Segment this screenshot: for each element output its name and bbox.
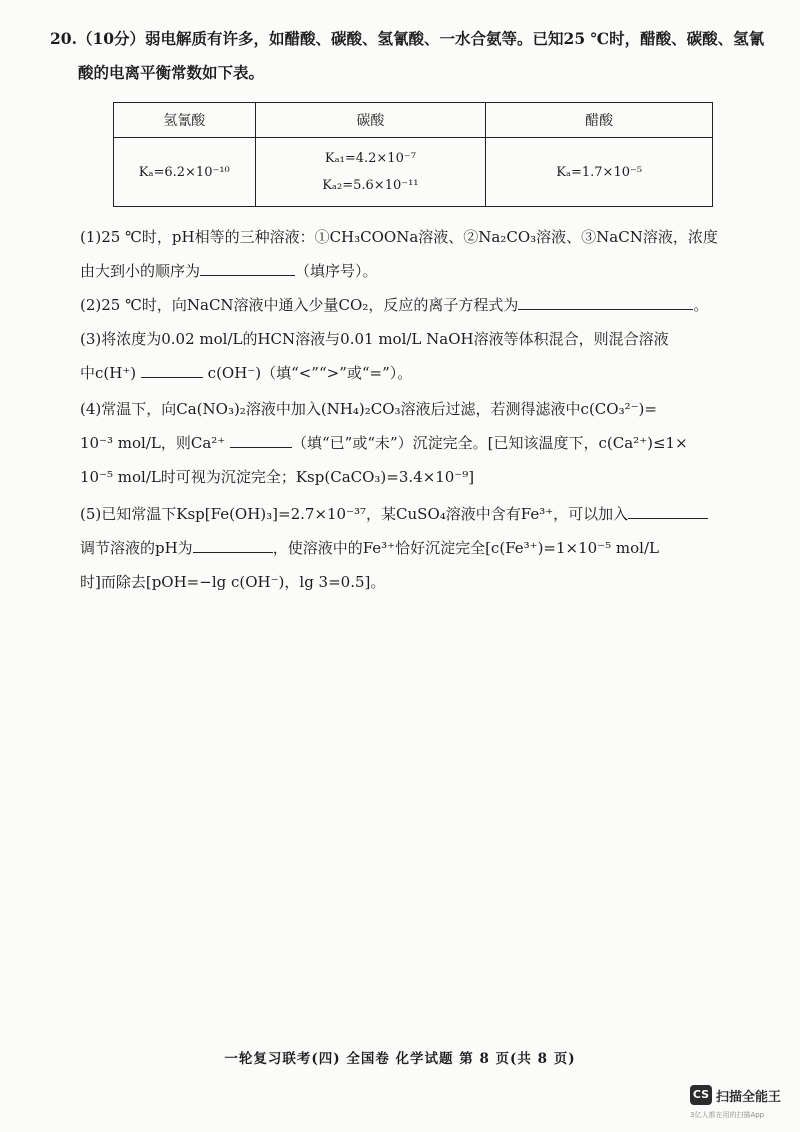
answer-blank-1[interactable] <box>200 257 295 276</box>
page-footer: 一轮复习联考(四) 全国卷 化学试题 第 8 页(共 8 页) <box>224 1051 576 1067</box>
answer-blank-2[interactable] <box>518 291 693 310</box>
question-header-line2: 酸的电离平衡常数如下表。 <box>78 63 265 82</box>
subquestion-4 <box>80 392 760 494</box>
h2co3-ka1: Kₐ₁=4.2×10⁻⁷ <box>324 151 416 166</box>
q5-line2: 调节溶液的pH为 ，使溶液中的Fe³⁺恰好沉淀完全[c(Fe³⁺)=1×10⁻⁵ mol/L <box>80 531 760 565</box>
answer-blank-4[interactable] <box>230 429 292 448</box>
header-hcn: 氢氰酸 <box>114 103 256 138</box>
table-value-row <box>114 138 713 207</box>
watermark-brand: 扫描全能王 <box>716 1090 782 1105</box>
q4-line3: 10⁻⁵ mol/L时可视为沉淀完全；Ksp(CaCO₃)=3.4×10⁻⁹] <box>80 468 475 486</box>
ch3cooh-ka: Kₐ=1.7×10⁻⁵ <box>486 138 713 207</box>
camscanner-logo-icon: CS <box>690 1085 712 1105</box>
scanner-watermark <box>690 1085 800 1125</box>
h2co3-ka-cell <box>255 138 486 207</box>
watermark-tagline: 3亿人都在用的扫描App <box>690 1111 765 1119</box>
answer-blank-5b[interactable] <box>193 534 273 553</box>
q5-line1: (5)已知常温下Ksp[Fe(OH)₃]=2.7×10⁻³⁷，某CuSO₄溶液中含有Fe³⁺，可以加入 <box>80 497 760 531</box>
hcn-ka: Kₐ=6.2×10⁻¹⁰ <box>114 138 256 207</box>
ionization-constant-table <box>113 102 713 207</box>
question-header <box>50 22 765 90</box>
q3-line2: 中c(H⁺) c(OH⁻)（填“<”“>”或“=”）。 <box>80 356 760 390</box>
h2co3-ka2: Kₐ₂=5.6×10⁻¹¹ <box>322 178 419 193</box>
subquestion-5 <box>80 497 760 599</box>
subquestion-2 <box>80 288 760 322</box>
answer-blank-3[interactable] <box>141 359 203 378</box>
subquestion-3 <box>80 322 760 390</box>
q3-line1: (3)将浓度为0.02 mol/L的HCN溶液与0.01 mol/L NaOH溶液等体积混合，则混合溶液 <box>80 330 669 348</box>
question-header-line1: 20.（10分）弱电解质有许多，如醋酸、碳酸、氢氰酸、一水合氨等。已知25 ℃时，醋酸、碳酸、氢氰 <box>50 29 765 48</box>
q1-line2: 由大到小的顺序为 （填序号）。 <box>80 254 760 288</box>
header-h2co3: 碳酸 <box>255 103 486 138</box>
q4-line1: (4)常温下，向Ca(NO₃)₂溶液中加入(NH₄)₂CO₃溶液后过滤，若测得滤液中c(CO₃²⁻)= <box>80 400 657 418</box>
header-ch3cooh: 醋酸 <box>486 103 713 138</box>
q5-line3: 时]而除去[pOH=−lg c(OH⁻)，lg 3=0.5]。 <box>80 573 386 591</box>
q4-line2: 10⁻³ mol/L，则Ca²⁺ （填“已”或“未”）沉淀完全。[已知该温度下，c(Ca²⁺)≤1× <box>80 426 760 460</box>
q1-line1: (1)25 ℃时，pH相等的三种溶液：①CH₃COONa溶液、②Na₂CO₃溶液、③NaCN溶液，浓度 <box>80 228 718 246</box>
table-header-row <box>114 103 713 138</box>
answer-blank-5a[interactable] <box>628 500 708 519</box>
q2-line1: (2)25 ℃时，向NaCN溶液中通入少量CO₂，反应的离子方程式为 。 <box>80 288 760 322</box>
subquestion-1 <box>80 220 760 288</box>
